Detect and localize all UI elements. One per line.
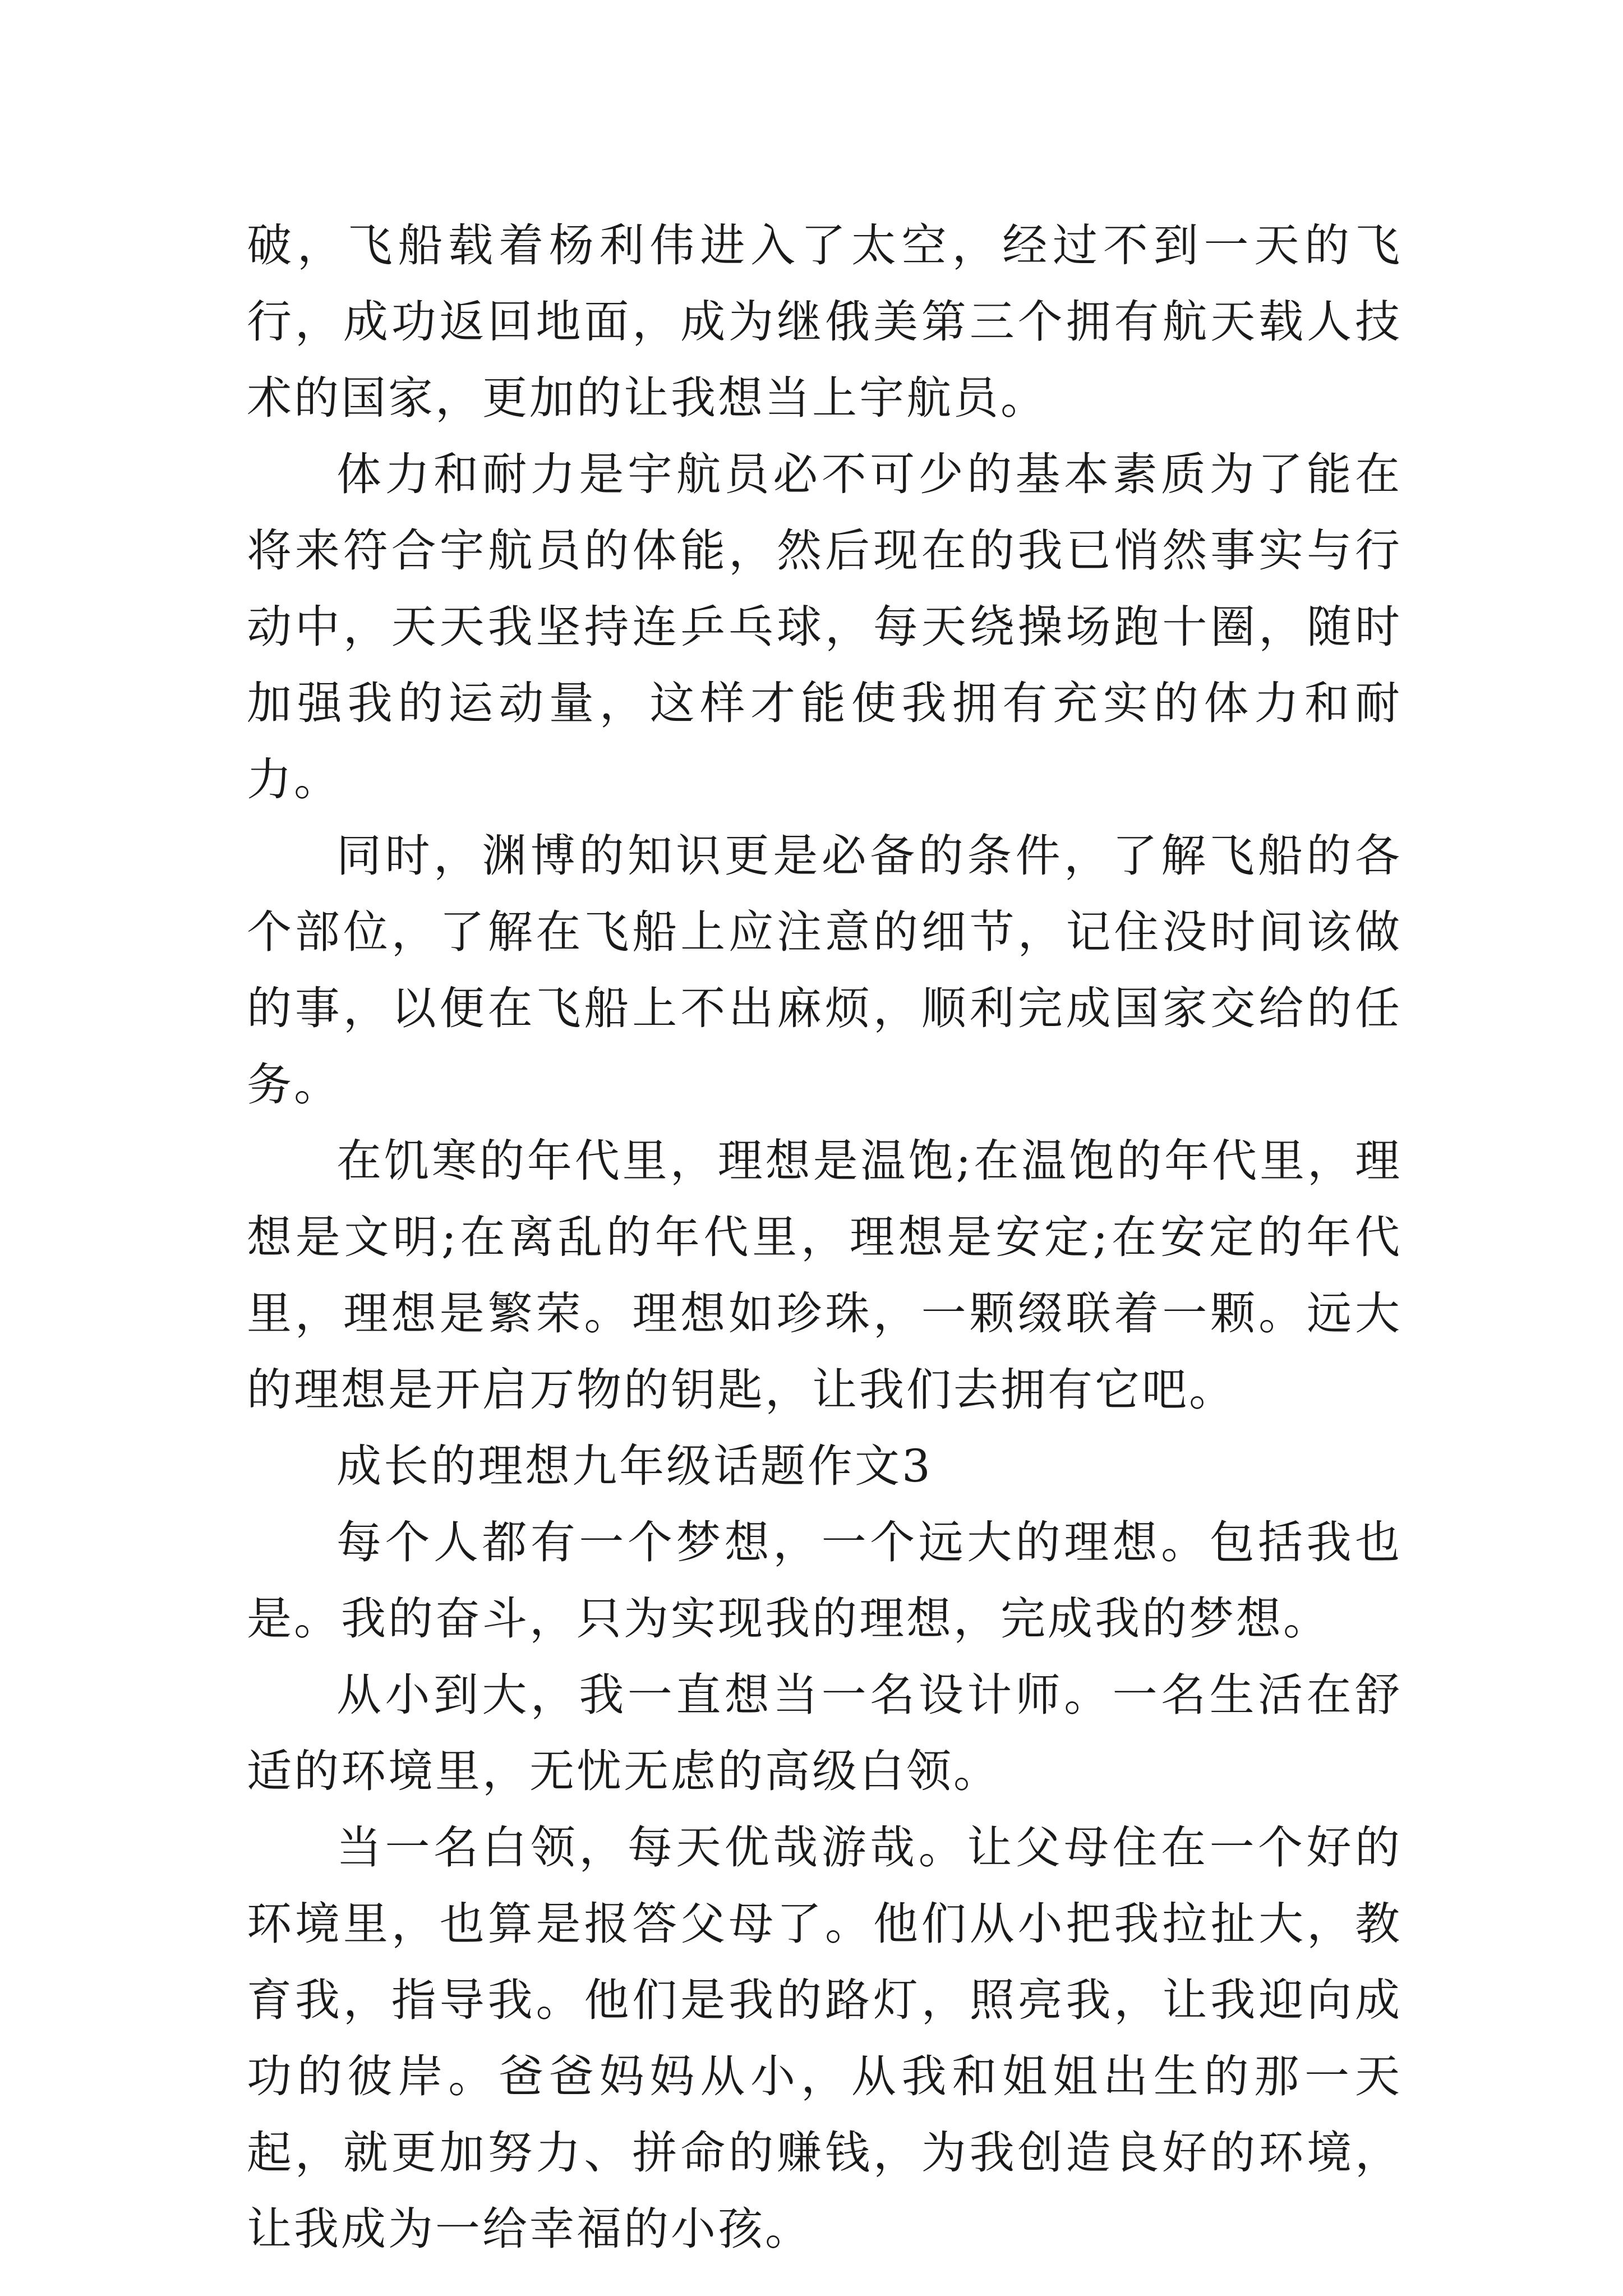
essay-body — [247, 208, 1402, 2267]
paragraph: 同时，渊博的知识更是必备的条件，了解飞船的各个部位，了解在飞船上应注意的细节，记住没时间该做的事，以便在飞船上不出麻烦，顺利完成国家交给的任务。 — [247, 830, 1402, 1111]
essay-heading: 成长的理想九年级话题作文3 — [336, 1440, 933, 1492]
paragraph-continuation: 破，飞船载着杨利伟进入了太空，经过不到一天的飞行，成功返回地面，成为继俄美第三个拥有航天载人技术的国家，更加的让我想当上宇航员。 — [247, 219, 1402, 424]
paragraph: 从小到大，我一直想当一名设计师。一名生活在舒适的环境里，无忧无虑的高级白领。 — [247, 1669, 1402, 1797]
paragraph: 当一名白领，每天优哉游哉。让父母住在一个好的环境里，也算是报答父母了。他们从小把我拉扯大，教育我，指导我。他们是我的路灯，照亮我，让我迎向成功的彼岸。爸爸妈妈从小，从我和姐姐出生的那一天起，就更加努力、拼命的赚钱，为我创造良好的环境，让我成为一给幸福的小孩。 — [247, 1821, 1402, 2255]
paragraph: 体力和耐力是宇航员必不可少的基本素质为了能在将来符合宇航员的体能，然后现在的我已悄然事实与行动中，天天我坚持连乒乓球，每天绕操场跑十圈，随时加强我的运动量，这样才能使我拥有充实的体力和耐力。 — [247, 448, 1402, 806]
paragraph: 每个人都有一个梦想，一个远大的理想。包括我也是。我的奋斗，只为实现我的理想，完成我的梦想。 — [247, 1516, 1402, 1645]
paragraph: 在饥寒的年代里，理想是温饱;在温饱的年代里，理想是文明;在离乱的年代里，理想是安定;在安定的年代里，理想是繁荣。理想如珍珠，一颗缀联着一颗。远大的理想是开启万物的钥匙，让我们去拥有它吧。 — [247, 1135, 1402, 1416]
